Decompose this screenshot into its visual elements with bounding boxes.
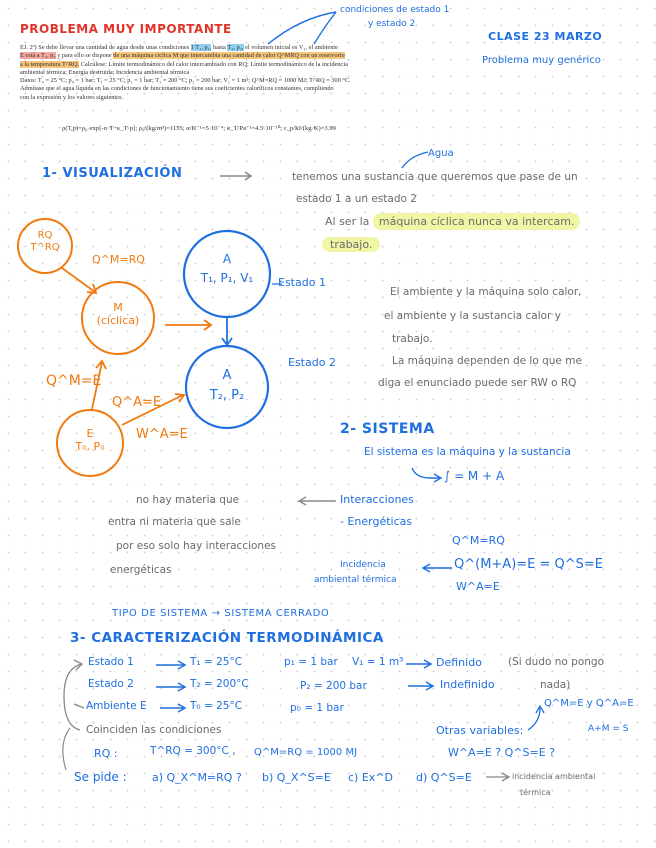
rq-row-label: RQ : — [94, 747, 118, 760]
incidencia-2: ambiental térmica — [314, 575, 397, 585]
pide-incidencia-2: térmica — [520, 788, 551, 797]
section-2-title: 2- SISTEMA — [340, 421, 435, 437]
conditions-note-2: y estado 2 — [368, 19, 416, 29]
estado-2-label: Estado 2 — [288, 356, 336, 369]
header-arrow-left — [268, 12, 336, 44]
w-a-e-label: W^A=E — [136, 427, 188, 442]
rq-heat: Q^M=RQ = 1000 MJ — [254, 747, 358, 758]
a2-label: A T₂, P₂ — [209, 368, 245, 403]
pide-a: a) Q_X^M=RQ ? — [152, 771, 242, 784]
section-1-title: 1- VISUALIZACIÓN — [42, 166, 183, 181]
e-label: E T₀, P₀ — [75, 427, 105, 453]
incidencia-1: Incidencia — [340, 560, 386, 570]
w-a-e-sys: W^A=E — [456, 580, 500, 593]
m-label: M (cíclica) — [96, 301, 140, 327]
pide-b: b) Q_X^S=E — [262, 771, 331, 784]
no-materia-3: por eso solo hay interacciones — [116, 540, 277, 552]
no-materia-1: no hay materia que — [136, 494, 240, 506]
statement-line-1: EJ. 2º) Se debe llevar una cantidad de agua desde unas condiciones 1 T₁, p₁, hasta T₂, p₂, el volumen inicial es V₁, el ambiente — [20, 44, 338, 51]
estado-1-label: Estado 1 — [278, 276, 326, 289]
q-a-e-label: Q^A=E — [112, 395, 162, 410]
estado-1-row-label: Estado 1 — [88, 656, 134, 668]
interacciones-label: Interacciones — [340, 493, 414, 506]
q-m-rq-sys: Q^M=RQ — [452, 534, 505, 547]
estado-1-result: Definido — [436, 656, 482, 669]
estado-1-note: (Si dudo no pongo — [508, 656, 605, 668]
rq-to-m-arrow — [62, 268, 95, 292]
otras-arrow — [528, 708, 540, 730]
left-vertical-arrow — [63, 728, 70, 770]
statement-line-3: a la temperatura T^RQ. Calcúlese: Límite termodinámico del calor intercambiado con RQ; Límite termodinámico de la incidencia — [20, 60, 348, 68]
statement-line-2: E está a T₀, p₀ y para ello se dispone de una máquina cíclica M que intercambia una cantidad de calor Q^MRQ con un reservorio — [20, 52, 345, 60]
vis-line-4: trabajo. — [322, 237, 380, 252]
no-materia-4: energéticas — [110, 564, 172, 576]
pide-c: c) Ex^D — [348, 771, 393, 784]
vis-line-2: estado 1 a un estado 2 — [296, 193, 417, 205]
system-definition: El sistema es la máquina y la sustancia — [364, 446, 571, 458]
otras-work: W^A=E ? Q^S=E ? — [448, 746, 555, 759]
ambient-line-4: La máquina dependen de lo que me — [392, 355, 582, 367]
pide-d: d) Q^S=E — [416, 771, 472, 784]
ambient-line-5: diga el enunciado puede ser RW o RQ — [378, 377, 577, 389]
no-materia-2: entra ni materia que sale — [108, 516, 241, 528]
energeticas-label: - Energéticas — [340, 515, 413, 528]
agua-arrow — [402, 152, 428, 168]
otras-am-s: A+M = S — [588, 724, 629, 734]
vis-line-1: tenemos una sustancia que queremos que pase de un — [292, 171, 578, 183]
statement-line-7: con la expresión y los valores siguientes. — [20, 93, 124, 101]
density-formula: ρ(T,p)=ρ₀·exp[-α·T+κ_T·p]; ρ₀/(kg/m³)=1155; α/K⁻¹=5·10⁻⁴; κ_T/Pa⁻¹=4.5·10⁻¹⁰; c_p/kJ/(kg·K)=3.99 — [62, 125, 336, 132]
ambiente-temperature: T₀ = 25°C — [190, 700, 243, 712]
estado-1-volume: V₁ = 1 m³ — [352, 656, 404, 668]
statement-line-5: Datos: T₀ = 25 °C; p₀ = 1 bar; T₁ = 25 °C; p₁ = 1 bar; T₂ = 200 °C; p₂ = 200 bar; V₁ = 1 m³; Q^M=RQ = 1000 MJ; T^RQ = 300 °C. — [20, 77, 351, 85]
q-ma-e-equation: Q^(M+A)=E = Q^S=E — [454, 557, 604, 572]
ambient-line-3: trabajo. — [392, 333, 433, 345]
ambient-line-2: el ambiente y la sustancia calor y — [384, 310, 561, 322]
a1-label: A T₁, P₁, V₁ — [200, 252, 254, 286]
estado-2-row-label: Estado 2 — [88, 678, 134, 690]
problem-title: PROBLEMA MUY IMPORTANTE — [20, 22, 232, 36]
system-equation: ∫ = M + A — [444, 469, 505, 483]
ambiente-row-label: Ambiente E — [86, 700, 147, 712]
estado-2-result: Indefinido — [440, 678, 495, 691]
ambiente-pressure: p₀ = 1 bar — [290, 702, 344, 714]
tipo-sistema: TIPO DE SISTEMA → SISTEMA CERRADO — [112, 608, 330, 619]
problem-generic-note: Problema muy genérico — [482, 55, 601, 66]
se-pide-label: Se pide : — [74, 770, 127, 784]
statement-line-6: Admítase que el agua líquida en las condiciones de funcionamiento tiene sus coeficientes caloríficos constantes, cumpliendo — [20, 85, 334, 93]
estado-1-temperature: T₁ = 25°C — [190, 656, 243, 668]
sys-arrow — [412, 468, 440, 478]
section-3-title: 3- CARACTERIZACIÓN TERMODINÁMICA — [70, 630, 384, 646]
rq-label: RQ T^RQ — [30, 230, 60, 253]
ambient-line-1: El ambiente y la máquina solo calor, — [390, 286, 582, 298]
estado-1-pressure: p₁ = 1 bar — [284, 656, 338, 668]
conditions-note-1: condiciones de estado 1 — [340, 5, 450, 15]
vis-line-3: Al ser la máquina cíclica nunca va intercam. — [325, 215, 580, 228]
coinciden-bracket — [64, 664, 82, 730]
pide-incidencia-1: incidencia ambiental — [512, 772, 596, 781]
q-m-e-label: Q^M=E — [46, 373, 102, 389]
statement-line-4: ambiental térmica; Energía destruida; Incidencia ambiental térmica — [20, 68, 190, 76]
rq-temperature: T^RQ = 300°C , — [150, 745, 236, 757]
estado-2-note: nada) — [540, 679, 571, 691]
class-date: CLASE 23 MARZO — [488, 30, 603, 43]
estado-2-temperature: T₂ = 200°C — [190, 678, 249, 690]
q-m-rq-label: Q^M=RQ — [92, 253, 145, 266]
otras-heat: Q^M=E y Q^A=E — [544, 698, 634, 709]
estado-2-pressure: P₂ = 200 bar — [300, 680, 367, 692]
otras-variables: Otras variables: — [436, 724, 524, 737]
agua-label: Agua — [428, 148, 454, 159]
coinciden-note: Coinciden las condiciones — [86, 724, 222, 736]
